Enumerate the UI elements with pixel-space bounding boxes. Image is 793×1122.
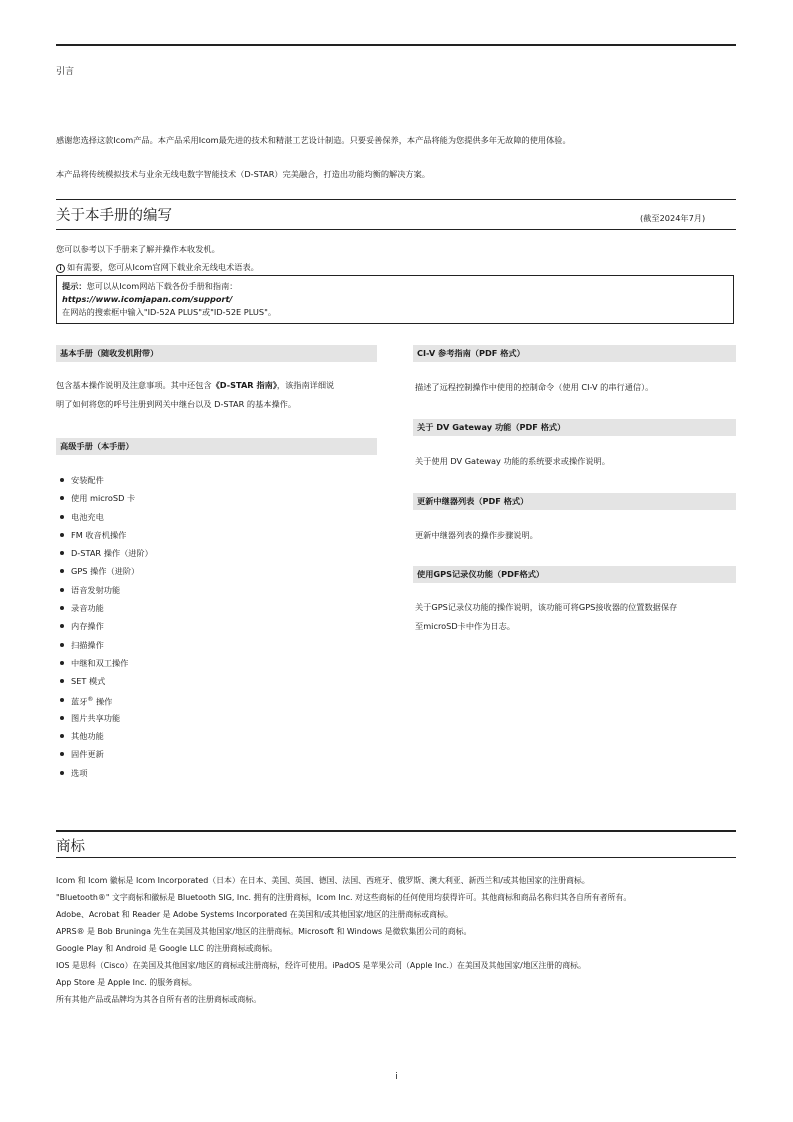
list-item bbox=[58, 508, 153, 526]
gps-logger-heading: 使用GPS记录仪功能（PDF格式） bbox=[413, 566, 736, 583]
trademark-notices bbox=[56, 872, 631, 1008]
trademark-line: Adobe、Acrobat 和 Reader 是 Adobe Systems Incorporated 在美国和/或其他国家/地区的注册商标或商标。 bbox=[56, 910, 453, 919]
list-item-text: 蓝牙 bbox=[71, 696, 88, 707]
list-item-text: FM 收音机操作 bbox=[71, 529, 127, 540]
intro-paragraph-1: 感谢您选择这款Icom产品。本产品采用Icom最先进的技术和精湛工艺设计制造。只要妥善保养，本产品将能为您提供多年无故障的使用体验。 bbox=[56, 135, 571, 145]
trademark-line: 所有其他产品或品牌均为其各自所有者的注册商标或商标。 bbox=[56, 995, 262, 1004]
trademark-rule-top bbox=[56, 830, 736, 832]
info-icon: i bbox=[56, 264, 65, 273]
manual-intro-line: 您可以参考以下手册来了解并操作本收发机。 bbox=[56, 244, 220, 254]
support-url-link[interactable]: https://www.icomjapan.com/support/ bbox=[62, 294, 233, 304]
list-item bbox=[58, 764, 153, 782]
list-item bbox=[58, 691, 153, 709]
bullet-icon bbox=[60, 679, 64, 683]
glossary-note bbox=[56, 261, 259, 273]
page-number: i bbox=[395, 1072, 398, 1082]
trademark-title: 商标 bbox=[56, 839, 85, 855]
repeater-list-heading: 更新中继器列表（PDF 格式） bbox=[413, 493, 736, 510]
section-rule-top bbox=[56, 199, 736, 200]
list-item-text: 语音发射功能 bbox=[71, 584, 121, 595]
glossary-note-text: 如有需要，您可从Icom官网下载业余无线电术语表。 bbox=[67, 262, 259, 272]
list-item bbox=[58, 654, 153, 672]
bullet-icon bbox=[60, 551, 64, 555]
date-note: (截至2024年7月) bbox=[640, 213, 706, 223]
basic-desc-part1: 包含基本操作说明及注意事项。其中还包含 bbox=[56, 380, 212, 390]
bullet-icon bbox=[60, 606, 64, 610]
list-item-text: 使用 microSD 卡 bbox=[71, 493, 136, 504]
list-item bbox=[58, 709, 153, 727]
list-item-text: 扫描操作 bbox=[71, 639, 104, 650]
tip-label: 提示： bbox=[62, 281, 87, 291]
bullet-icon bbox=[60, 771, 64, 775]
list-item bbox=[58, 617, 153, 635]
dv-gateway-heading: 关于 DV Gateway 功能（PDF 格式） bbox=[413, 419, 736, 436]
list-item bbox=[58, 544, 153, 562]
list-item bbox=[58, 745, 153, 763]
list-item-text: 固件更新 bbox=[71, 749, 104, 760]
list-item-text: 选项 bbox=[71, 767, 88, 778]
list-item-text: 中继和双工操作 bbox=[71, 657, 129, 668]
tip-box bbox=[56, 275, 734, 324]
bullet-icon bbox=[60, 698, 64, 702]
gps-desc-line1: 关于GPS记录仪功能的操作说明，该功能可将GPS接收器的位置数据保存 bbox=[415, 602, 678, 612]
bullet-icon bbox=[60, 643, 64, 647]
basic-manual-description bbox=[56, 376, 377, 414]
trademark-rule-bottom bbox=[56, 857, 736, 858]
list-item bbox=[58, 599, 153, 617]
top-rule bbox=[56, 44, 736, 46]
trademark-line: Icom 和 Icom 徽标是 Icom Incorporated（日本）在日本、美国、英国、德国、法国、西班牙、俄罗斯、澳大利亚、新西兰和/或其他国家的注册商标。 bbox=[56, 876, 590, 885]
bullet-icon bbox=[60, 478, 64, 482]
bullet-icon bbox=[60, 752, 64, 756]
advanced-manual-contents bbox=[58, 471, 153, 782]
list-item bbox=[58, 562, 153, 580]
list-item-text: 安装配件 bbox=[71, 475, 104, 485]
list-item bbox=[58, 636, 153, 654]
civ-guide-heading: CI-V 参考指南（PDF 格式） bbox=[413, 345, 736, 362]
section-rule-bottom bbox=[56, 229, 736, 230]
bullet-icon bbox=[60, 734, 64, 738]
bullet-icon bbox=[60, 533, 64, 537]
trademark-line: "Bluetooth®" 文字商标和徽标是 Bluetooth SIG, Inc. 拥有的注册商标，Icom Inc. 对这些商标的任何使用均获得许可。其他商标和商品名称归其各自所有者所有。 bbox=[56, 893, 632, 902]
manual-section-title: 关于本手册的编写 bbox=[56, 208, 172, 224]
trademark-line: App Store 是 Apple Inc. 的服务商标。 bbox=[56, 978, 197, 987]
list-item-text: 电池充电 bbox=[71, 511, 104, 522]
registered-mark: ® bbox=[87, 695, 94, 703]
trademark-line: IOS 是思科（Cisco）在美国及其他国家/地区的商标或注册商标，经许可使用。iPadOS 是苹果公司（Apple Inc.）在美国及其他国家/地区注册的商标。 bbox=[56, 961, 586, 970]
bullet-icon bbox=[60, 716, 64, 720]
dstar-guide-title: 《D-STAR 指南》 bbox=[211, 380, 277, 390]
advanced-manual-heading: 高级手册（本手册） bbox=[56, 438, 377, 455]
list-item-text: 内存操作 bbox=[71, 621, 104, 632]
list-item-text: 录音功能 bbox=[71, 603, 104, 614]
trademark-line: Google Play 和 Android 是 Google LLC 的注册商标或商标。 bbox=[56, 944, 278, 953]
bullet-icon bbox=[60, 496, 64, 500]
bullet-icon bbox=[60, 624, 64, 628]
civ-guide-description: 描述了远程控制操作中使用的控制命令（使用 CI-V 的串行通信）。 bbox=[415, 382, 654, 392]
tip-instruction: 在网站的搜索框中输入"ID-52A PLUS"或"ID-52E PLUS"。 bbox=[62, 307, 277, 317]
list-item-text: SET 模式 bbox=[71, 676, 106, 687]
trademark-line: APRS® 是 Bob Bruninga 先生在美国及其他国家/地区的注册商标。Microsoft 和 Windows 是微软集团公司的商标。 bbox=[56, 927, 472, 936]
list-item bbox=[58, 581, 153, 599]
basic-desc-line2: 明了如何将您的呼号注册到网关中继台以及 D-STAR 的基本操作。 bbox=[56, 399, 297, 409]
bluetooth-suffix: 操作 bbox=[93, 696, 113, 707]
list-item-text: GPS 操作（进阶） bbox=[71, 566, 140, 577]
bullet-icon bbox=[60, 569, 64, 573]
list-item bbox=[58, 471, 153, 489]
list-item bbox=[58, 672, 153, 690]
list-item-text: 图片共享功能 bbox=[71, 712, 121, 723]
tip-text: 您可以从Icom网站下载各份手册和指南： bbox=[86, 281, 238, 291]
basic-manual-heading: 基本手册（随收发机附带） bbox=[56, 345, 377, 362]
list-item-text: D-STAR 操作（进阶） bbox=[71, 548, 153, 559]
list-item-text: 其他功能 bbox=[71, 731, 104, 742]
basic-desc-part2: ，该指南详细说 bbox=[276, 380, 335, 390]
repeater-list-description: 更新中继器列表的操作步骤说明。 bbox=[415, 530, 538, 540]
bullet-icon bbox=[60, 588, 64, 592]
gps-desc-line2: 至microSD卡中作为日志。 bbox=[415, 621, 515, 631]
list-item bbox=[58, 489, 153, 507]
dv-gateway-description: 关于使用 DV Gateway 功能的系统要求或操作说明。 bbox=[415, 456, 610, 466]
page-title: 引言 bbox=[56, 67, 75, 77]
bullet-icon bbox=[60, 661, 64, 665]
gps-logger-description bbox=[415, 598, 677, 636]
list-item bbox=[58, 526, 153, 544]
intro-paragraph-2: 本产品将传统模拟技术与业余无线电数字智能技术（D-STAR）完美融合，打造出功能均衡的解决方案。 bbox=[56, 169, 430, 179]
bullet-icon bbox=[60, 515, 64, 519]
list-item bbox=[58, 727, 153, 745]
